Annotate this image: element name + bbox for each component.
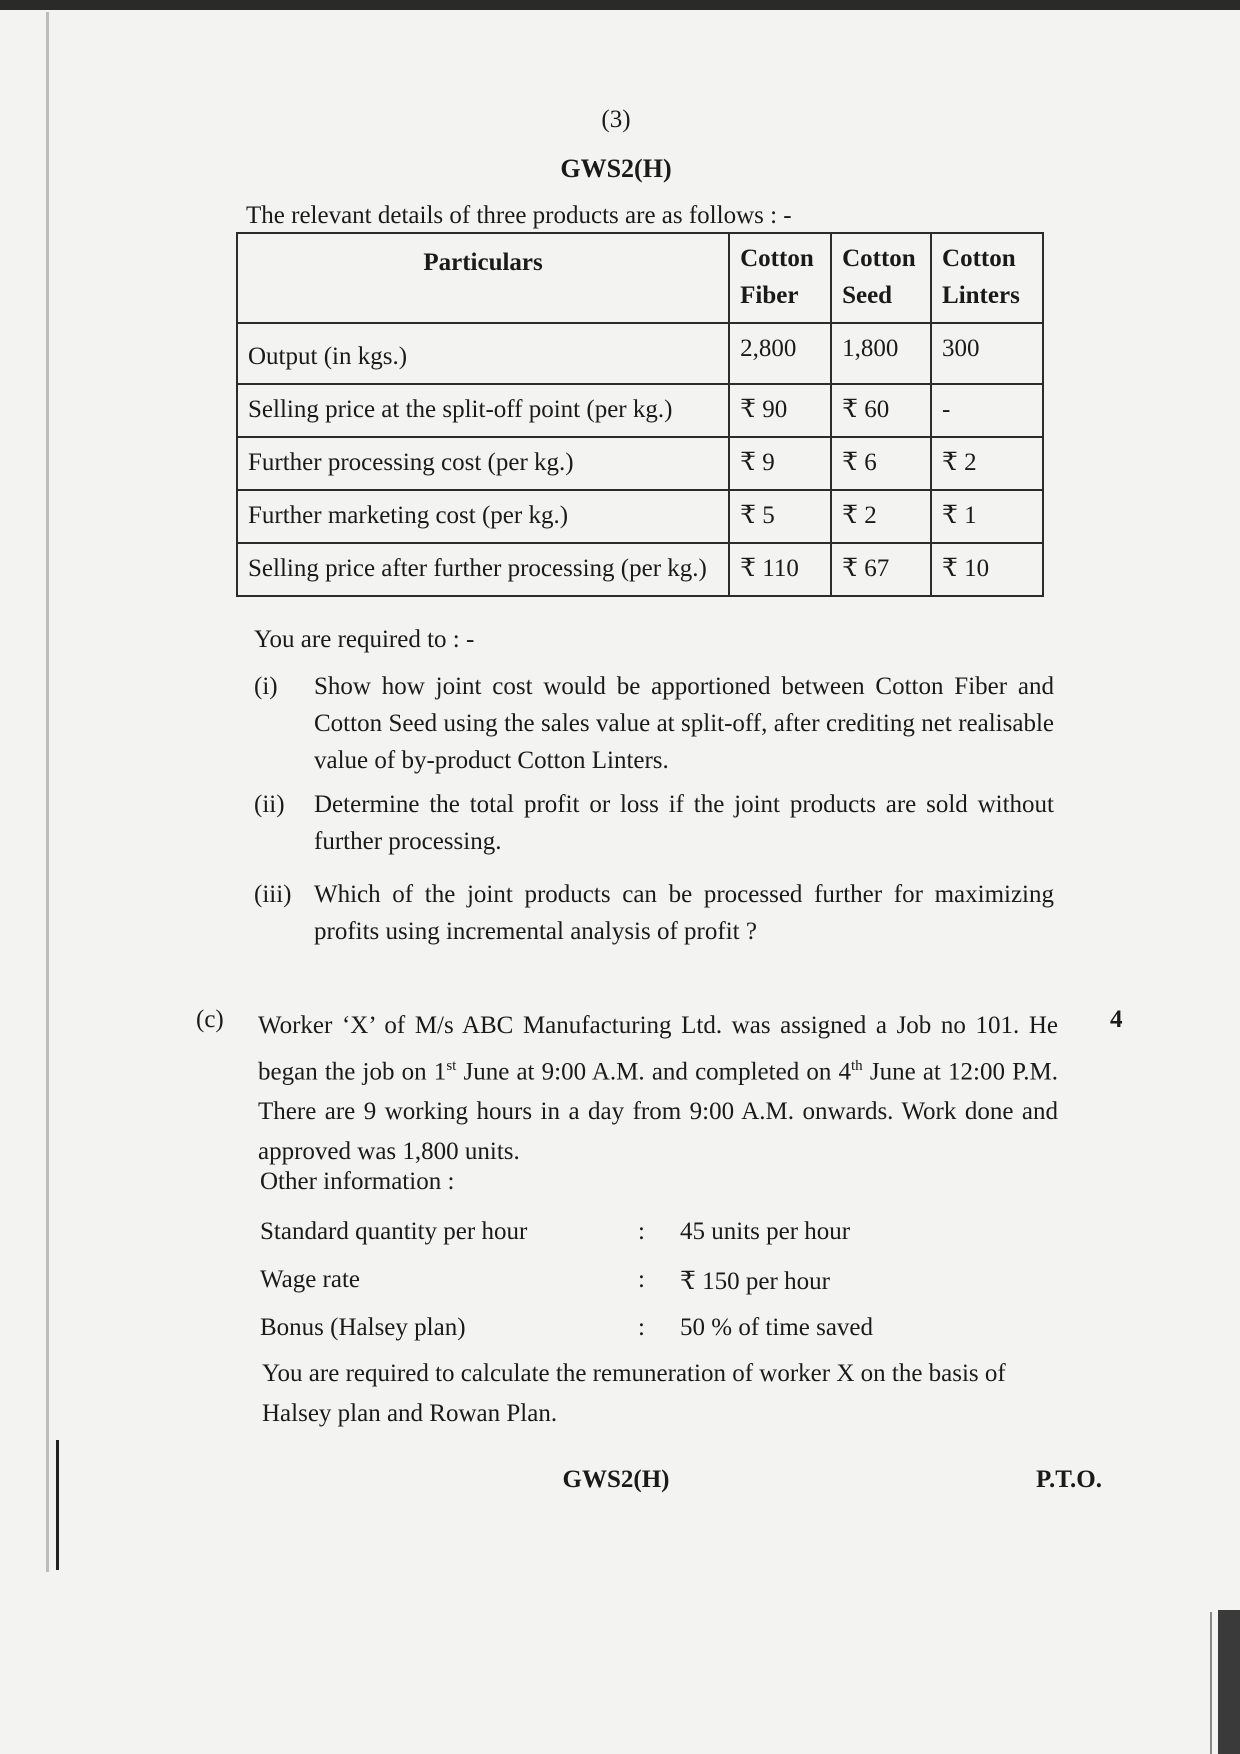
info-label: Bonus (Halsey plan)	[260, 1314, 466, 1341]
cell-seed: 1,800	[831, 323, 931, 384]
row-label: Further processing cost (per kg.)	[237, 437, 729, 490]
table-row	[237, 543, 1043, 596]
scan-edge-line	[1210, 1612, 1212, 1754]
info-value: ₹ 150 per hour	[680, 1268, 830, 1295]
question-text: Show how joint cost would be apportioned between Cotton Fiber and Cotton Seed using the sales value at split-off, after crediting net realisable value of by-product Cotton Linters.	[314, 673, 1054, 774]
paper-code-header: GWS2(H)	[560, 154, 672, 183]
header-cotton-seed: Cotton Seed	[831, 233, 931, 323]
cell-linters: ₹ 2	[931, 437, 1043, 490]
cell-fiber: 2,800	[729, 323, 831, 384]
cell-linters: -	[931, 384, 1043, 437]
section-c-label: (c)	[196, 1006, 224, 1033]
cell-linters: ₹ 1	[931, 490, 1043, 543]
please-turn-over: P.T.O.	[1036, 1466, 1102, 1493]
question-number: (ii)	[254, 791, 285, 818]
scan-margin-mark	[56, 1440, 59, 1570]
question-number: (iii)	[254, 881, 292, 908]
question-item	[254, 786, 1054, 860]
info-colon: :	[638, 1218, 645, 1245]
scan-edge-shadow	[1218, 1610, 1240, 1754]
header-particulars: Particulars	[237, 233, 729, 323]
para-text: June at 9:00 A.M. and completed on 4	[456, 1058, 852, 1086]
product-details-table	[236, 232, 1044, 597]
header-cotton-fiber: Cotton Fiber	[729, 233, 831, 323]
para-text: Worker ‘X’ of M/s ABC Manufacturing Ltd. was assigned a Job no 101. He began the job on 1	[258, 1012, 1058, 1086]
page-left-edge	[46, 12, 49, 1572]
cell-seed: ₹ 2	[831, 490, 931, 543]
cell-linters: 300	[931, 323, 1043, 384]
cell-fiber: ₹ 110	[729, 543, 831, 596]
cell-seed: ₹ 6	[831, 437, 931, 490]
other-info-label: Other information :	[260, 1168, 455, 1195]
cell-fiber: ₹ 90	[729, 384, 831, 437]
table-row	[237, 490, 1043, 543]
table-row	[237, 384, 1043, 437]
section-c-marks: 4	[1110, 1006, 1123, 1033]
row-label: Selling price at the split-off point (per kg.)	[237, 384, 729, 437]
row-label: Selling price after further processing (per kg.)	[237, 543, 729, 596]
final-requirement: You are required to calculate the remuneration of worker X on the basis of Halsey plan and Rowan Plan.	[262, 1360, 1006, 1427]
ordinal-suffix: st	[446, 1058, 457, 1074]
para-text: June at 12:00 P.M. There are 9 working hours in a day from 9:00 A.M. onwards. Work done and approved was 1,800 units.	[258, 1058, 1058, 1166]
footer-paper-code: GWS2(H)	[562, 1466, 670, 1493]
question-text: Which of the joint products can be processed further for maximizing profits using incremental analysis of profit ?	[314, 881, 1054, 945]
intro-text: The relevant details of three products are as follows : -	[246, 202, 792, 229]
question-item	[254, 668, 1054, 779]
info-value: 45 units per hour	[680, 1218, 851, 1245]
question-text: Determine the total profit or loss if the joint products are sold without further processing.	[314, 791, 1054, 855]
question-number: (i)	[254, 673, 278, 700]
section-c-paragraph	[258, 1006, 1058, 1172]
ordinal-suffix: th	[851, 1058, 863, 1074]
header-cotton-linters: Cotton Linters	[931, 233, 1043, 323]
page-number: (3)	[601, 106, 631, 133]
info-value: 50 % of time saved	[680, 1314, 874, 1341]
info-label: Wage rate	[260, 1266, 360, 1293]
row-label: Output (in kgs.)	[237, 323, 729, 384]
requirements-lead: You are required to : -	[254, 626, 475, 653]
info-colon: :	[638, 1266, 645, 1293]
cell-seed: ₹ 60	[831, 384, 931, 437]
cell-seed: ₹ 67	[831, 543, 931, 596]
table-header-row	[237, 233, 1043, 323]
cell-linters: ₹ 10	[931, 543, 1043, 596]
page-top-edge	[0, 0, 1240, 10]
info-label: Standard quantity per hour	[260, 1218, 528, 1245]
table-row	[237, 323, 1043, 384]
info-colon: :	[638, 1314, 645, 1341]
cell-fiber: ₹ 9	[729, 437, 831, 490]
table-row	[237, 437, 1043, 490]
question-item	[254, 876, 1054, 950]
cell-fiber: ₹ 5	[729, 490, 831, 543]
row-label: Further marketing cost (per kg.)	[237, 490, 729, 543]
